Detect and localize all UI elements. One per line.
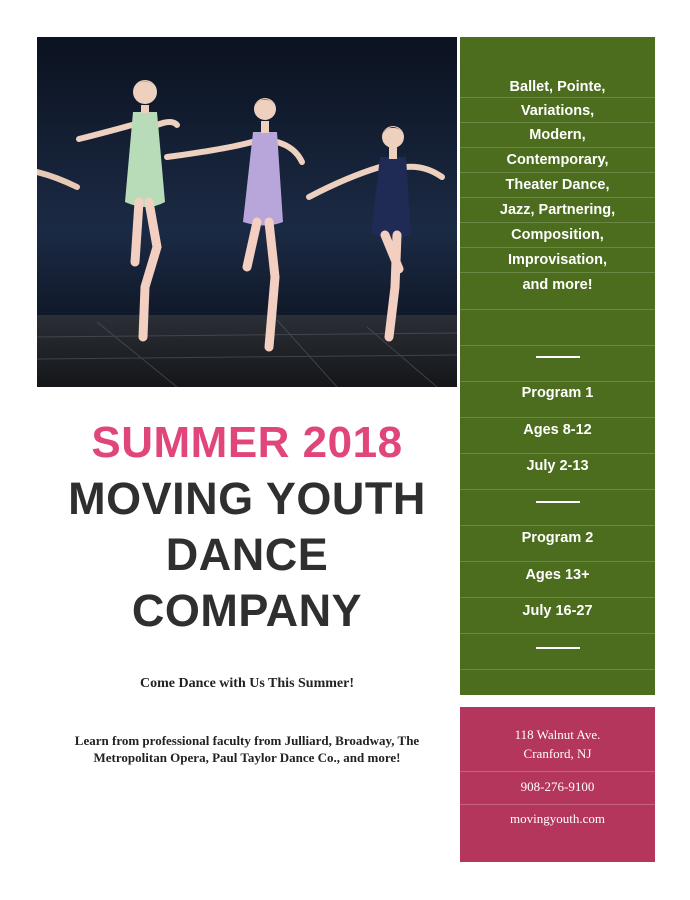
style-item: Improvisation, (507, 252, 608, 268)
panel-row-divider (460, 490, 655, 526)
program-2-ages: Ages 13+ (525, 567, 590, 583)
program-2-name: Program 2 (521, 530, 594, 546)
panel-row-divider (460, 346, 655, 382)
program-1-name: Program 1 (521, 385, 594, 401)
dancers-illustration (37, 37, 457, 387)
address-line-2: Cranford, NJ (523, 746, 592, 761)
style-item: Jazz, Partnering, (499, 202, 616, 218)
contact-panel (460, 707, 655, 862)
section-divider-dash (536, 501, 580, 503)
phone-number: 908-276-9100 (520, 779, 595, 794)
tagline: Come Dance with Us This Summer! (139, 676, 354, 691)
panel-row-divider (460, 310, 655, 346)
summer-year-title: SUMMER 2018 (91, 418, 403, 467)
address-line-1: 118 Walnut Ave. (514, 727, 601, 742)
section-divider-dash (536, 647, 580, 649)
program-1-dates: July 2-13 (526, 458, 589, 474)
contact-divider (460, 804, 655, 805)
section-divider-dash (536, 356, 580, 358)
panel-row-divider (460, 634, 655, 670)
headline-block (37, 415, 457, 639)
dancers-photo (37, 37, 457, 387)
style-item: and more! (522, 277, 593, 293)
style-item: Modern, (529, 127, 586, 143)
style-item: Ballet, Pointe, (509, 79, 606, 95)
company-name-line-3: COMPANY (131, 585, 363, 636)
contact-divider (460, 771, 655, 772)
program-2-dates: July 16-27 (522, 603, 593, 619)
faculty-text: Learn from professional faculty from Julliard, Broadway, The Metropolitan Opera, Paul Taylor Dance Co., and more! (74, 733, 420, 765)
program-side-panel (460, 37, 655, 695)
style-item: Variations, (520, 103, 595, 119)
style-item: Theater Dance, (505, 177, 610, 193)
style-item: Contemporary, (506, 152, 609, 168)
program-1-ages: Ages 8-12 (523, 422, 592, 438)
company-name-line-1: MOVING YOUTH (68, 473, 426, 524)
company-name-line-2: DANCE (165, 529, 329, 580)
website-link: movingyouth.com (510, 811, 605, 826)
style-item: Composition, (511, 227, 604, 243)
